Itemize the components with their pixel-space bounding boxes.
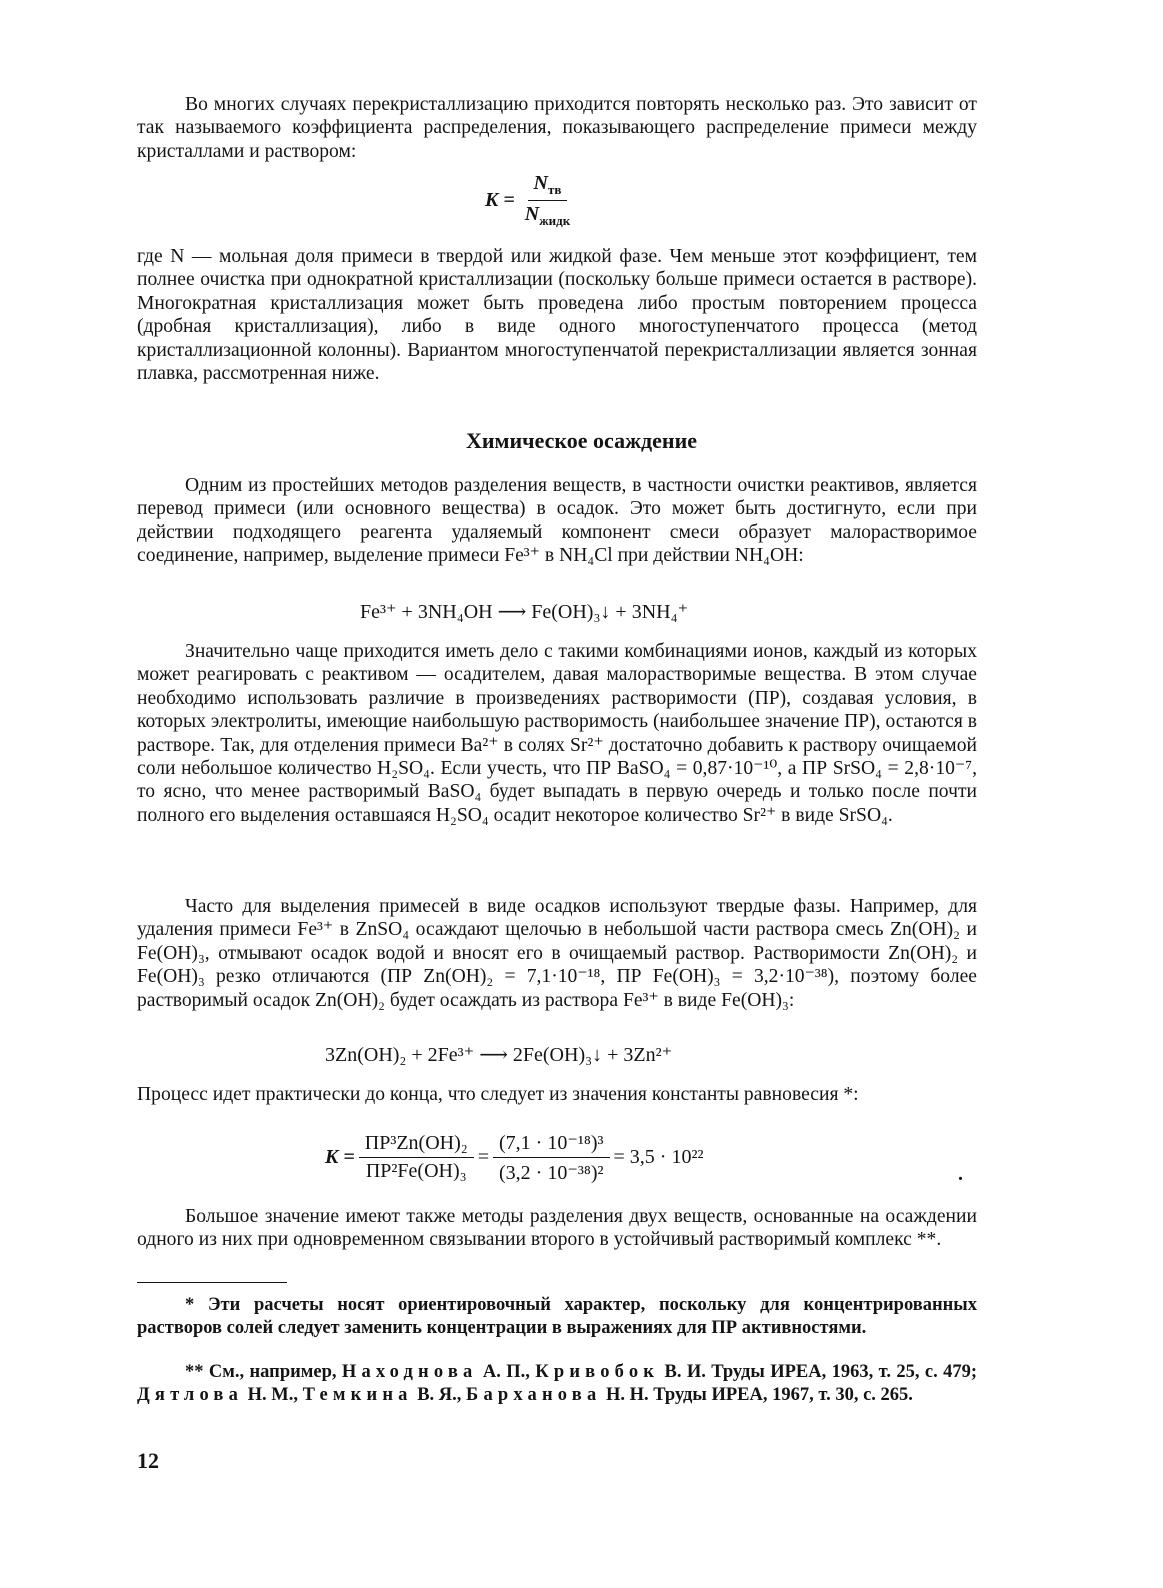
footnote-2-part-2: В. И. Труды ИРЕА, 1963, т. 25, с. 479; bbox=[659, 1362, 977, 1382]
formula2-denominator-1: ПР²Fe(OH)₃ bbox=[365, 1160, 467, 1182]
section-heading: Химическое осаждение bbox=[465, 428, 698, 453]
reaction-zinc-iron: 3Zn(OH)₂ + 2Fe³⁺ ⟶ 2Fe(OH)₃↓ + 3Zn²⁺ bbox=[325, 1044, 673, 1066]
formula-fraction bbox=[519, 172, 576, 229]
trailing-dot: . bbox=[958, 1163, 963, 1185]
footnote-2-part-1: А. П., bbox=[477, 1362, 536, 1382]
intro-paragraph: Во многих случаях перекристаллизацию приходится повторять несколько раз. Это зависит от так называемого коэффициента распределения, показывающего распределение примеси между кристаллами и раствором: bbox=[137, 94, 977, 162]
formula-numerator bbox=[528, 172, 568, 201]
denominator-sub: жидк bbox=[539, 213, 571, 228]
paragraph-where: где N — мольная доля примеси в твердой или жидкой фазе. Чем меньше этот коэффициент, тем полнее очистка при однократной кристаллизации (поскольку больше примеси остается в растворе). Многократная кристаллизация может быть проведена либо простым повторением процесса (дробная кристаллизация), либо в виде одного многоступенчатого процесса (метод кристаллизационной колонны). Вариантом многоступенчатой перекристаллизации является зонная плавка, рассмотренная ниже. bbox=[137, 246, 977, 385]
footnote-2-author-5: Барханова bbox=[466, 1384, 602, 1405]
numerator-var: N bbox=[533, 172, 548, 194]
paragraph-complex: Большое значение имеют также методы разделения двух веществ, основанные на осаждении одного из них при одновременном связывании второго в устойчивый растворимый комплекс **. bbox=[137, 1206, 977, 1251]
footnote-2-part-3: Н. М., bbox=[243, 1384, 303, 1405]
formula2-equals: = bbox=[477, 1146, 489, 1168]
paragraph-solid-phases: Часто для выделения примесей в виде осадков используют твердые фазы. Например, для удаления примеси Fe³⁺ в ZnSO₄ осаждают щелочью в небольшой части раствора смесь Zn(OH)₂ и Fe(OH)₃, отмывают осадок водой и вносят его в очищаемый раствор. Растворимости Zn(OH)₂ и Fe(OH)₃ резко отличаются (ПР Zn(OH)₂ = 7,1·10⁻¹⁸, ПР Fe(OH)₃ = 3,2·10⁻³⁸), поэтому более растворимый осадок Zn(OH)₂ будет осаждать из раствора Fe³⁺ в виде Fe(OH)₃: bbox=[137, 896, 977, 1011]
footnote-2-author-4: Темкина bbox=[302, 1384, 413, 1405]
reaction-iron-ammonium: Fe³⁺ + 3NH₄OH ⟶ Fe(OH)₃↓ + 3NH₄⁺ bbox=[360, 601, 689, 623]
page-number: 12 bbox=[137, 1448, 159, 1473]
denominator-var: N bbox=[524, 203, 540, 225]
footnote-2-author-1: Находнова bbox=[341, 1362, 478, 1382]
footnote-2-prefix: ** См., например, bbox=[185, 1362, 342, 1382]
footnote-2-part-5: Н. Н. Труды ИРЕА, 1967, т. 30, с. 265. bbox=[601, 1384, 913, 1405]
formula-lhs: K = bbox=[485, 189, 515, 211]
numerator-sub: тв bbox=[547, 182, 562, 197]
formula2-numerator-1: ПР³Zn(OH)₂ bbox=[359, 1132, 474, 1158]
formula-distribution-coefficient bbox=[485, 172, 580, 229]
footnote-2 bbox=[137, 1361, 977, 1406]
footnote-2-part-4: В. Я., bbox=[412, 1384, 467, 1405]
formula2-fraction-1 bbox=[359, 1132, 474, 1183]
footnote-1: * Эти расчеты носят ориентировочный характер, поскольку для концентрированных растворов солей следует заменить концентрации в выражениях для ПР активностями. bbox=[137, 1295, 977, 1338]
formula2-fraction-2 bbox=[493, 1130, 610, 1185]
formula2-result: = 3,5 · 10²² bbox=[613, 1146, 704, 1168]
paragraph-process: Процесс идет практически до конца, что следует из значения константы равновесия *: bbox=[137, 1084, 859, 1105]
paragraph-ions: Значительно чаще приходится иметь дело с такими комбинациями ионов, каждый из которых может реагировать с реактивом — осадителем, давая малорастворимые вещества. В этом случае необходимо использовать различие в произведениях растворимости (ПР), создавая условия, в которых электролиты, имеющие наибольшую растворимость (наибольшее значение ПР), остаются в растворе. Так, для отделения примеси Ba²⁺ в солях Sr²⁺ достаточно добавить к раствору очищаемой соли небольшое количество H₂SO₄. Если учесть, что ПР BaSO₄ = 0,87·10⁻¹⁰, а ПР SrSO₄ = 2,8·10⁻⁷, то ясно, что менее растворимый BaSO₄ будет выпадать в первую очередь и только после почти полного его выделения оставшаяся H₂SO₄ осадит некоторое количество Sr²⁺ в виде SrSO₄. bbox=[137, 641, 977, 826]
formula-equilibrium-constant bbox=[325, 1130, 703, 1185]
formula-denominator bbox=[519, 201, 576, 229]
formula2-numerator-2: (7,1 · 10⁻¹⁸)³ bbox=[493, 1130, 610, 1158]
footnote-2-author-2: Кривобок bbox=[535, 1362, 660, 1382]
footnote-separator bbox=[137, 1282, 287, 1283]
formula2-denominator-2: (3,2 · 10⁻³⁸)² bbox=[499, 1162, 604, 1184]
formula2-lhs: K = bbox=[325, 1146, 355, 1168]
paragraph-precipitation: Одним из простейших методов разделения веществ, в частности очистки реактивов, является перевод примеси (или основного вещества) в осадок. Это может быть достигнуто, если при действии подходящего реагента удаляемый компонент смеси образует малорастворимое соединение, например, выделение примеси Fe³⁺ в NH₄Cl при действии NH₄OH: bbox=[137, 475, 977, 567]
footnote-2-author-3: Дятлова bbox=[137, 1384, 244, 1405]
